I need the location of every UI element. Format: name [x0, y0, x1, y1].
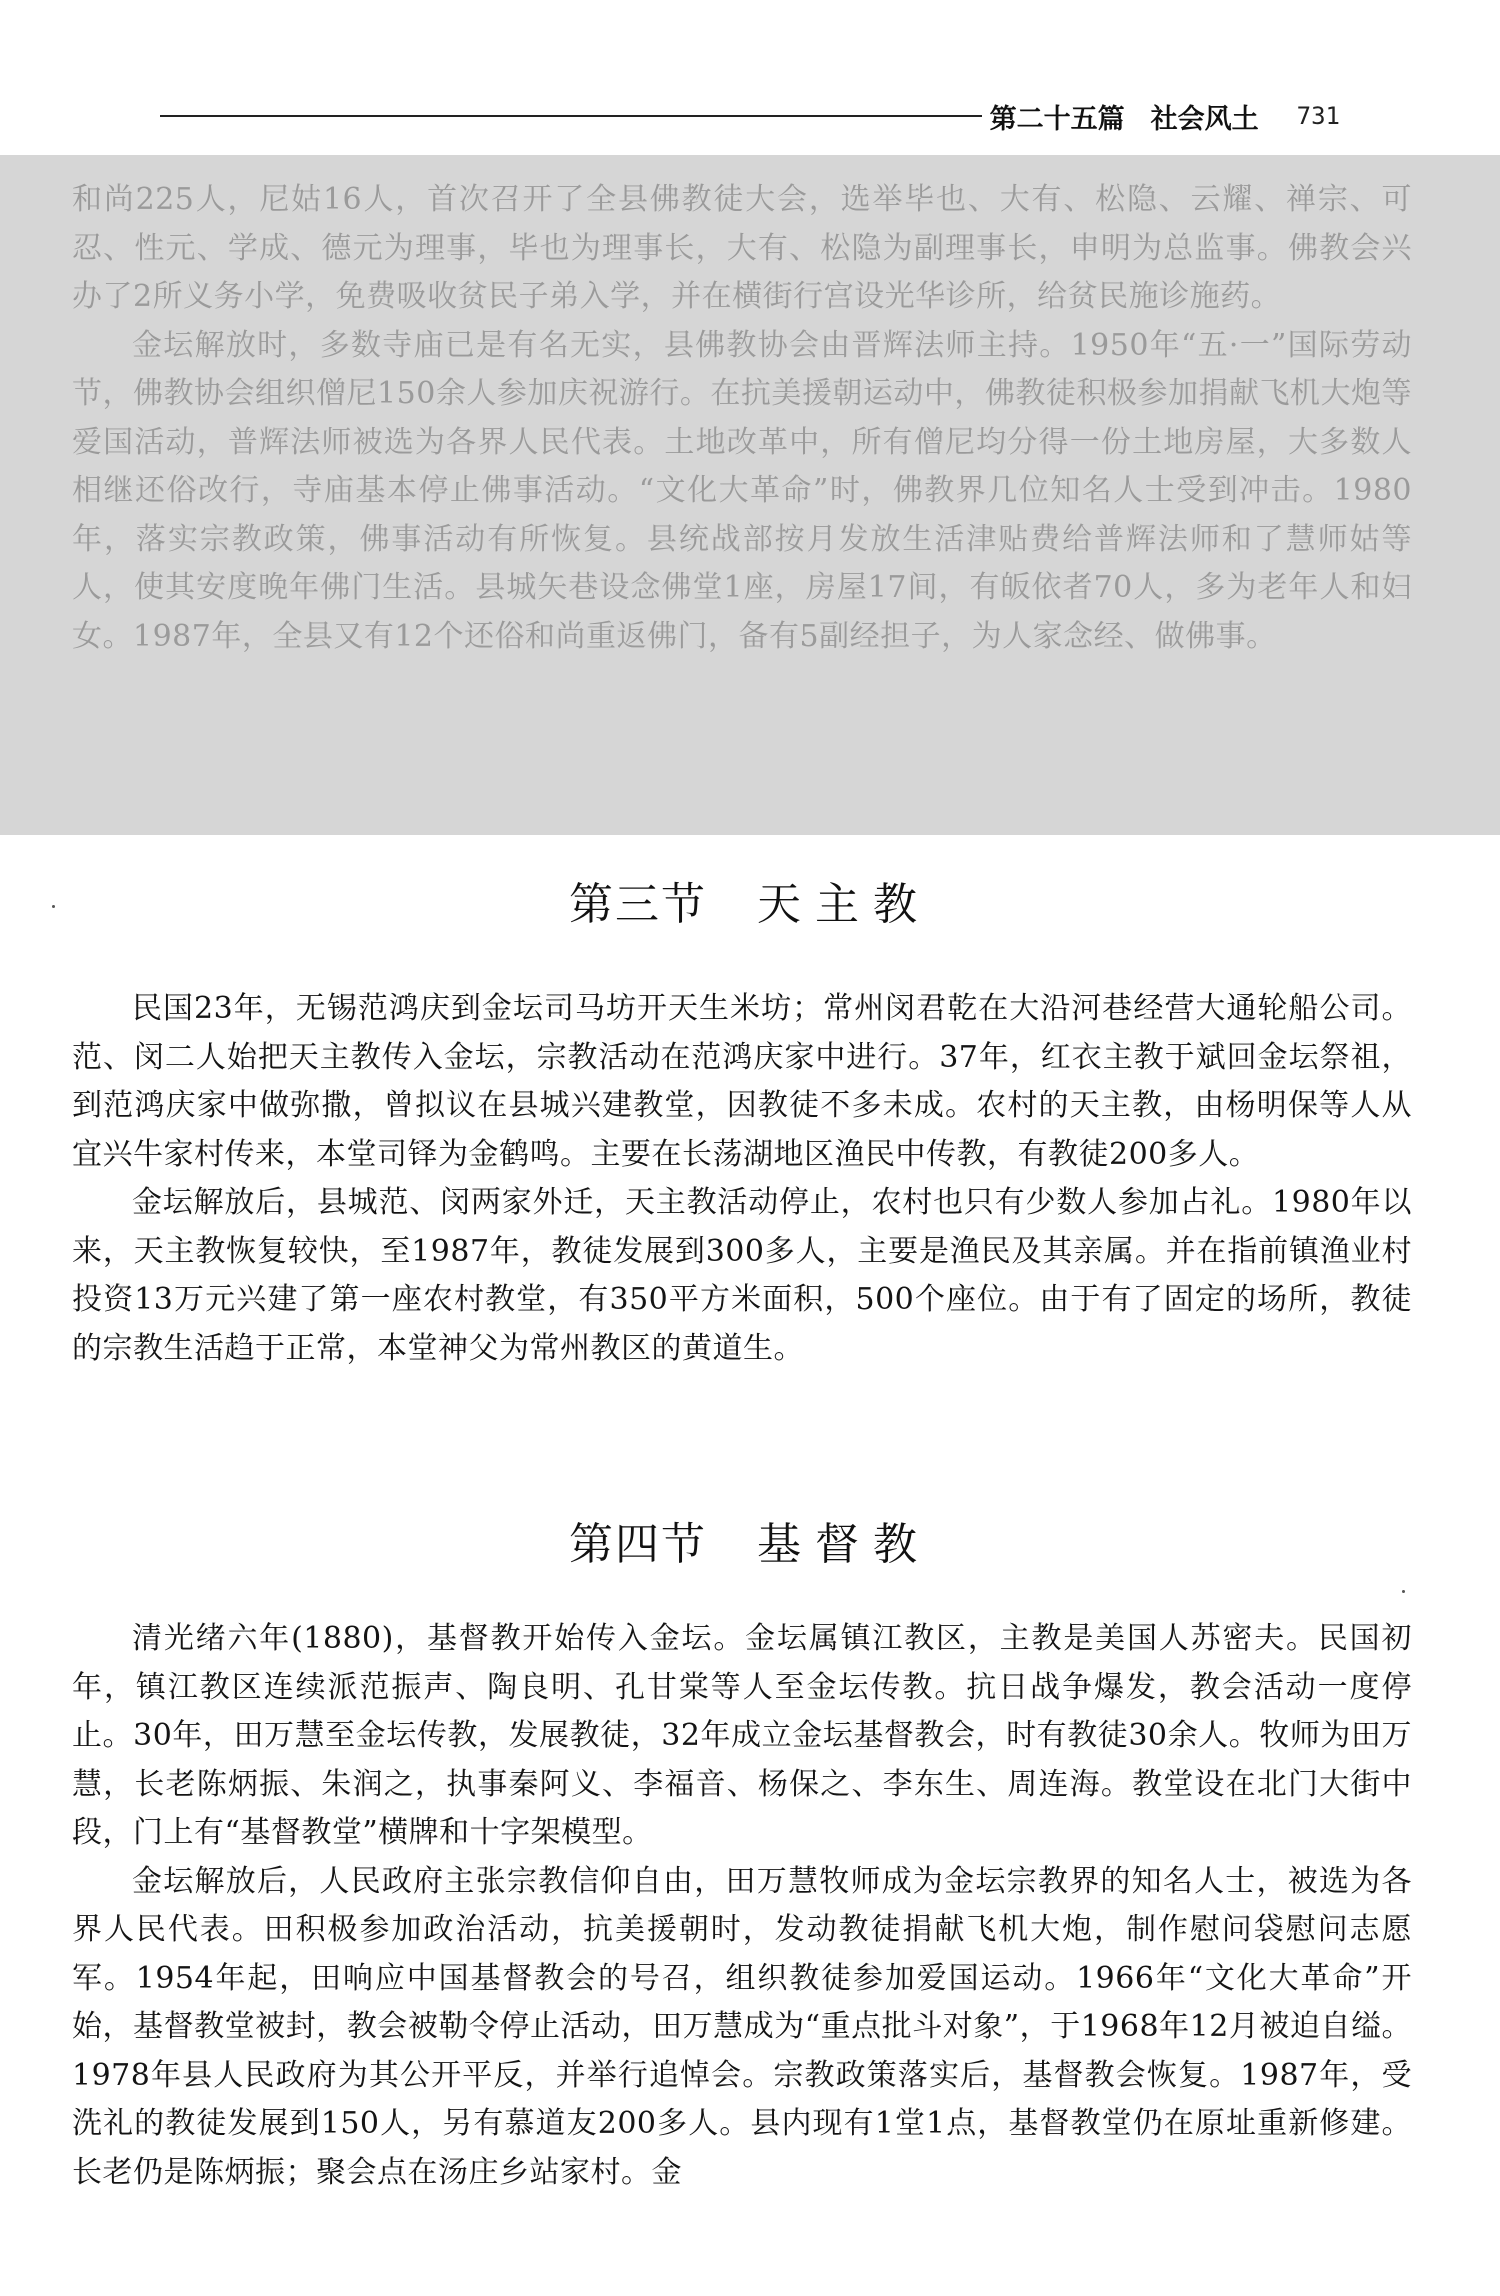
chapter-title: 第二十五篇 [989, 103, 1125, 135]
faded-paragraph: 和尚225人，尼姑16人，首次召开了全县佛教徒大会，选举毕也、大有、松隐、云耀、禅宗、可忍、性元、学成、德元为理事，毕也为理事长，大有、松隐为副理事长，申明为总监事。佛教会兴办了2所义务小学，免费吸收贫民子弟入学，并在横街行宫设光华诊所，给贫民施诊施药。 [72, 182, 1412, 314]
section-number: 第四节 [569, 1519, 707, 1570]
faded-text-block [72, 176, 1412, 661]
section-heading-catholicism [0, 868, 1500, 932]
section-number: 第三节 [569, 879, 707, 930]
running-header [160, 96, 1340, 136]
section-body-christianity [72, 1615, 1412, 2197]
section-body-catholicism [72, 985, 1412, 1373]
body-paragraph: 金坛解放后，县城范、闵两家外迁，天主教活动停止，农村也只有少数人参加占礼。1980年以来，天主教恢复较快，至1987年，教徒发展到300多人，主要是渔民及其亲属。并在指前镇渔业村投资13万元兴建了第一座农村教堂，有350平方米面积，500个座位。由于有了固定的场所，教徒的宗教生活趋于正常，本堂神父为常州教区的黄道生。 [72, 1185, 1412, 1366]
section-name: 天主教 [757, 879, 931, 930]
header-title [990, 97, 1259, 136]
header-rule [160, 115, 982, 117]
body-paragraph: 民国23年，无锡范鸿庆到金坛司马坊开天生米坊；常州闵君乾在大沿河巷经营大通轮船公司。范、闵二人始把天主教传入金坛，宗教活动在范鸿庆家中进行。37年，红衣主教于斌回金坛祭祖，到范鸿庆家中做弥撒，曾拟议在县城兴建教堂，因教徒不多未成。农村的天主教，由杨明保等人从宜兴牛家村传来，本堂司铎为金鹤鸣。主要在长荡湖地区渔民中传教，有教徒200多人。 [72, 991, 1412, 1172]
body-paragraph: 清光绪六年(1880)，基督教开始传入金坛。金坛属镇江教区，主教是美国人苏密夫。民国初年，镇江教区连续派范振声、陶良明、孔甘棠等人至金坛传教。抗日战争爆发，教会活动一度停止。30年，田万慧至金坛传教，发展教徒，32年成立金坛基督教会，时有教徒30余人。牧师为田万慧，长老陈炳振、朱润之，执事秦阿义、李福音、杨保之、李东生、周连海。教堂设在北门大街中段，门上有“基督教堂”横牌和十字架模型。 [72, 1621, 1412, 1850]
section-heading-christianity [0, 1508, 1500, 1572]
body-paragraph: 金坛解放后，人民政府主张宗教信仰自由，田万慧牧师成为金坛宗教界的知名人士，被选为各界人民代表。田积极参加政治活动，抗美援朝时，发动教徒捐献飞机大炮，制作慰问袋慰问志愿军。1954年起，田响应中国基督教会的号召，组织教徒参加爱国运动。1966年“文化大革命”开始，基督教堂被封，教会被勒令停止活动，田万慧成为“重点批斗对象”，于1968年12月被迫自缢。1978年县人民政府为其公开平反，并举行追悼会。宗教政策落实后，基督教会恢复。1987年，受洗礼的教徒发展到150人，另有慕道友200多人。县内现有1堂1点，基督教堂仍在原址重新修建。长老仍是陈炳振；聚会点在汤庄乡站家村。金 [72, 1863, 1412, 2190]
faded-paragraph: 金坛解放时，多数寺庙已是有名无实，县佛教协会由晋辉法师主持。1950年“五·一”国际劳动节，佛教协会组织僧尼150余人参加庆祝游行。在抗美援朝运动中，佛教徒积极参加捐献飞机大炮等爱国活动，普辉法师被选为各界人民代表。土地改革中，所有僧尼均分得一份土地房屋，大多数人相继还俗改行，寺庙基本停止佛事活动。“文化大革命”时，佛教界几位知名人士受到冲击。1980年，落实宗教政策，佛事活动有所恢复。县统战部按月发放生活津贴费给普辉法师和了慧师姑等人，使其安度晚年佛门生活。县城矢巷设念佛堂1座，房屋17间，有皈依者70人，多为老年人和妇女。1987年，全县又有12个还俗和尚重返佛门，备有5副经担子，为人家念经、做佛事。 [72, 327, 1412, 654]
section-name: 基督教 [757, 1519, 931, 1570]
scan-speck [52, 905, 55, 908]
scan-speck [1402, 1590, 1405, 1593]
section-title-header: 社会风土 [1150, 103, 1259, 135]
page-number: 731 [1296, 102, 1340, 130]
